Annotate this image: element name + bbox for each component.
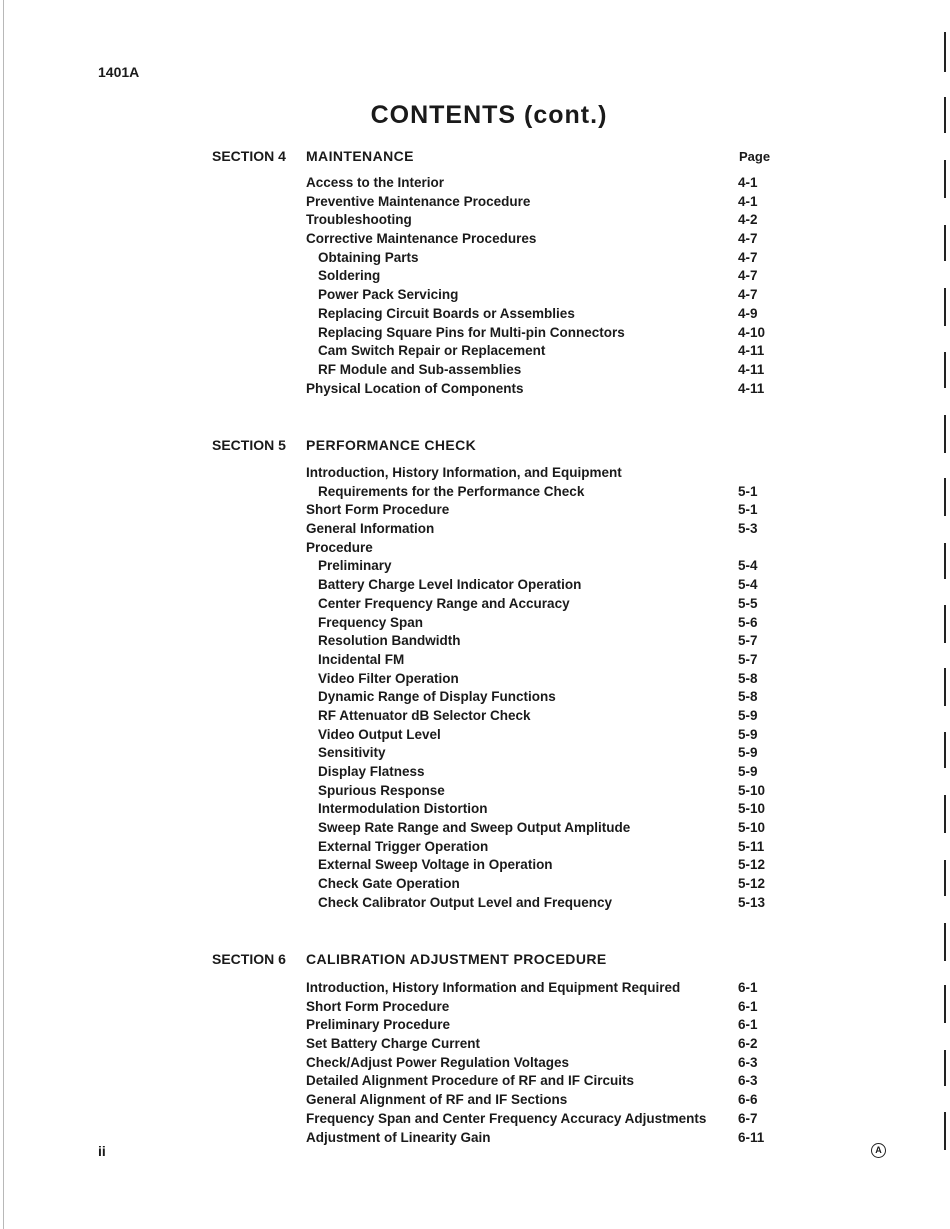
toc-entry (0, 577, 950, 596)
margin-bar (944, 985, 946, 1023)
section-6-entries (0, 980, 950, 1148)
toc-entry-title: Dynamic Range of Display Functions (318, 689, 556, 705)
toc-entry-page: 4-2 (738, 212, 758, 228)
toc-entry (0, 325, 950, 344)
toc-entry-page: 6-2 (738, 1036, 758, 1052)
toc-entry (0, 268, 950, 287)
toc-entry (0, 857, 950, 876)
toc-entry (0, 381, 950, 400)
toc-entry-title: Replacing Square Pins for Multi-pin Connectors (318, 324, 625, 340)
toc-entry-page: 5-8 (738, 670, 758, 686)
toc-entry-title: External Trigger Operation (318, 838, 489, 854)
toc-entry (0, 783, 950, 802)
toc-entry-title: Video Filter Operation (318, 670, 459, 686)
toc-entry-title: Access to the Interior (306, 175, 445, 190)
toc-entry-title: Center Frequency Range and Accuracy (318, 595, 570, 611)
toc-entry-page: 4-1 (738, 193, 758, 209)
toc-entry (0, 521, 950, 540)
toc-entry (0, 362, 950, 381)
toc-entry-title: Short Form Procedure (306, 998, 450, 1014)
toc-entry-title: General Alignment of RF and IF Sections (306, 1092, 568, 1108)
toc-entry-title: RF Module and Sub-assemblies (318, 361, 522, 377)
toc-entry-page: 5-12 (738, 857, 766, 873)
toc-entry (0, 540, 950, 559)
toc-entry-page: 5-4 (738, 577, 758, 593)
toc-entry-title: General Information (306, 521, 435, 537)
margin-bar (944, 1050, 946, 1086)
margin-bar (944, 605, 946, 643)
toc-entry-title: Preliminary (318, 558, 392, 574)
toc-entry-page: 6-1 (738, 998, 758, 1014)
toc-entry-title: Obtaining Parts (318, 249, 419, 265)
toc-entry (0, 596, 950, 615)
toc-entry-page: 5-8 (738, 689, 758, 705)
page-number: ii (98, 1143, 106, 1159)
toc-entry (0, 558, 950, 577)
toc-entry-title: Short Form Procedure (306, 502, 450, 518)
margin-bar (944, 32, 946, 72)
toc-entry-title: Check Gate Operation (318, 876, 460, 892)
toc-entry-page: 5-7 (738, 651, 758, 667)
toc-entry-page: 6-3 (738, 1073, 758, 1089)
page-title: CONTENTS (cont.) (370, 101, 608, 129)
toc-entry (0, 839, 950, 858)
toc-entry (0, 1073, 950, 1092)
toc-entry-page: 4-7 (738, 231, 758, 247)
toc-entry (0, 708, 950, 727)
document-id: 1401A (98, 64, 140, 80)
toc-entry (0, 820, 950, 839)
toc-entry-title: Battery Charge Level Indicator Operation (318, 577, 582, 593)
margin-bar (944, 860, 946, 896)
margin-bar (944, 478, 946, 516)
margin-bar (944, 225, 946, 261)
toc-entry (0, 801, 950, 820)
toc-entry (0, 999, 950, 1018)
toc-entry-page: 4-7 (738, 287, 758, 303)
toc-entry-page: 4-11 (738, 361, 765, 377)
page-column-label: Page (739, 149, 771, 164)
toc-entry-title: Replacing Circuit Boards or Assemblies (318, 305, 575, 321)
toc-entry (0, 1111, 950, 1130)
toc-entry-page: 6-1 (738, 1017, 758, 1033)
toc-entry (0, 689, 950, 708)
toc-entry (0, 745, 950, 764)
toc-entry (0, 343, 950, 362)
toc-entry-page: 4-1 (738, 175, 758, 190)
toc-entry (0, 980, 950, 999)
toc-entry-page: 4-11 (738, 380, 765, 396)
toc-entry-title: Detailed Alignment Procedure of RF and IF Circuits (306, 1073, 635, 1089)
toc-entry-page: 4-7 (738, 249, 758, 265)
toc-entry-title: Introduction, History Information and Equipment Required (306, 980, 681, 995)
toc-entry (0, 633, 950, 652)
toc-entry-title: Troubleshooting (306, 212, 412, 228)
toc-entry-page: 6-3 (738, 1054, 758, 1070)
toc-entry-page: 5-13 (738, 894, 766, 910)
toc-entry-page: 6-6 (738, 1092, 758, 1108)
toc-entry (0, 212, 950, 231)
toc-entry-page: 4-10 (738, 324, 766, 340)
toc-entry-title: Corrective Maintenance Procedures (306, 231, 537, 247)
section-5-entries (0, 465, 950, 914)
section-label: SECTION 6 (212, 951, 286, 967)
toc-entry (0, 250, 950, 269)
toc-entry-title: Frequency Span (318, 614, 424, 630)
toc-entry-page: 5-5 (738, 595, 758, 611)
toc-entry-title: Procedure (306, 539, 373, 555)
toc-entry-page: 5-1 (738, 483, 758, 499)
toc-entry-title: Cam Switch Repair or Replacement (318, 343, 546, 359)
toc-entry-page: 5-9 (738, 764, 758, 779)
toc-entry-page: 5-10 (738, 820, 766, 836)
margin-bar (944, 732, 946, 768)
toc-entry-title: Introduction, History Information, and Equipment (306, 465, 622, 480)
toc-entry-page: 5-9 (738, 745, 758, 761)
registered-mark-icon: A (871, 1143, 886, 1158)
toc-entry-title: RF Attenuator dB Selector Check (318, 707, 531, 723)
toc-entry-page: 5-12 (738, 876, 766, 892)
toc-entry-page: 6-1 (738, 980, 758, 995)
toc-entry (0, 1092, 950, 1111)
toc-entry-page: 5-4 (738, 558, 758, 574)
section-label: SECTION 4 (212, 148, 286, 164)
toc-entry (0, 306, 950, 325)
toc-entry (0, 287, 950, 306)
margin-bar (944, 1112, 946, 1150)
toc-entry (0, 727, 950, 746)
toc-entry (0, 465, 950, 484)
margin-bar (944, 668, 946, 706)
toc-entry (0, 231, 950, 250)
toc-entry (0, 502, 950, 521)
toc-entry (0, 652, 950, 671)
toc-entry (0, 1017, 950, 1036)
toc-entry (0, 175, 950, 194)
toc-entry-title: Video Output Level (318, 726, 441, 742)
toc-entry (0, 764, 950, 783)
toc-entry-page: 6-7 (738, 1110, 758, 1126)
toc-entry (0, 1130, 950, 1149)
section-title: PERFORMANCE CHECK (306, 437, 477, 453)
toc-entry-title: Power Pack Servicing (318, 287, 459, 303)
toc-entry-page: 5-1 (738, 502, 758, 518)
toc-entry-page: 5-9 (738, 726, 758, 742)
toc-entry-title: Set Battery Charge Current (306, 1036, 481, 1052)
section-title: MAINTENANCE (306, 148, 414, 164)
toc-entry-page: 5-6 (738, 614, 758, 630)
toc-entry-title: External Sweep Voltage in Operation (318, 857, 553, 873)
section-label: SECTION 5 (212, 437, 286, 453)
margin-bar (944, 288, 946, 326)
toc-entry-title: Sweep Rate Range and Sweep Output Amplitude (318, 820, 631, 836)
toc-entry-title: Physical Location of Components (306, 380, 524, 396)
toc-entry (0, 1036, 950, 1055)
toc-entry-title: Soldering (318, 268, 381, 284)
toc-entry (0, 671, 950, 690)
toc-entry (0, 615, 950, 634)
toc-entry-page: 4-7 (738, 268, 758, 284)
margin-bar (944, 160, 946, 198)
toc-entry (0, 194, 950, 213)
toc-entry-title: Preventive Maintenance Procedure (306, 193, 531, 209)
toc-entry-page: 4-9 (738, 305, 758, 321)
toc-entry-title: Frequency Span and Center Frequency Accuracy Adjustments (306, 1110, 707, 1126)
margin-bar (944, 97, 946, 133)
toc-entry-page: 5-9 (738, 707, 758, 723)
toc-entry-title: Resolution Bandwidth (318, 633, 461, 649)
margin-bar (944, 795, 946, 833)
toc-entry-page: 4-11 (738, 343, 765, 359)
section-title: CALIBRATION ADJUSTMENT PROCEDURE (306, 951, 607, 967)
toc-entry-title: Adjustment of Linearity Gain (306, 1129, 491, 1145)
toc-entry-page: 5-10 (738, 782, 766, 798)
margin-bar (944, 415, 946, 453)
margin-bar (944, 352, 946, 388)
toc-entry (0, 876, 950, 895)
toc-entry (0, 895, 950, 914)
toc-entry-title: Display Flatness (318, 764, 425, 779)
toc-entry-title: Preliminary Procedure (306, 1017, 451, 1033)
toc-entry-title: Requirements for the Performance Check (318, 483, 585, 499)
toc-entry-title: Sensitivity (318, 745, 386, 761)
toc-entry-page: 5-10 (738, 801, 766, 817)
toc-entry-title: Check/Adjust Power Regulation Voltages (306, 1054, 570, 1070)
margin-bar (944, 923, 946, 961)
toc-entry-title: Spurious Response (318, 782, 445, 798)
toc-entry-page: 5-11 (738, 838, 765, 854)
margin-bar (944, 543, 946, 579)
toc-entry-title: Check Calibrator Output Level and Frequency (318, 894, 613, 910)
toc-entry-page: 6-11 (738, 1129, 765, 1145)
toc-entry-page: 5-3 (738, 521, 758, 537)
section-4-entries (0, 175, 950, 399)
toc-entry-title: Intermodulation Distortion (318, 801, 488, 817)
toc-entry-page: 5-7 (738, 633, 758, 649)
toc-entry (0, 484, 950, 503)
toc-entry (0, 1055, 950, 1074)
toc-entry-title: Incidental FM (318, 651, 405, 667)
